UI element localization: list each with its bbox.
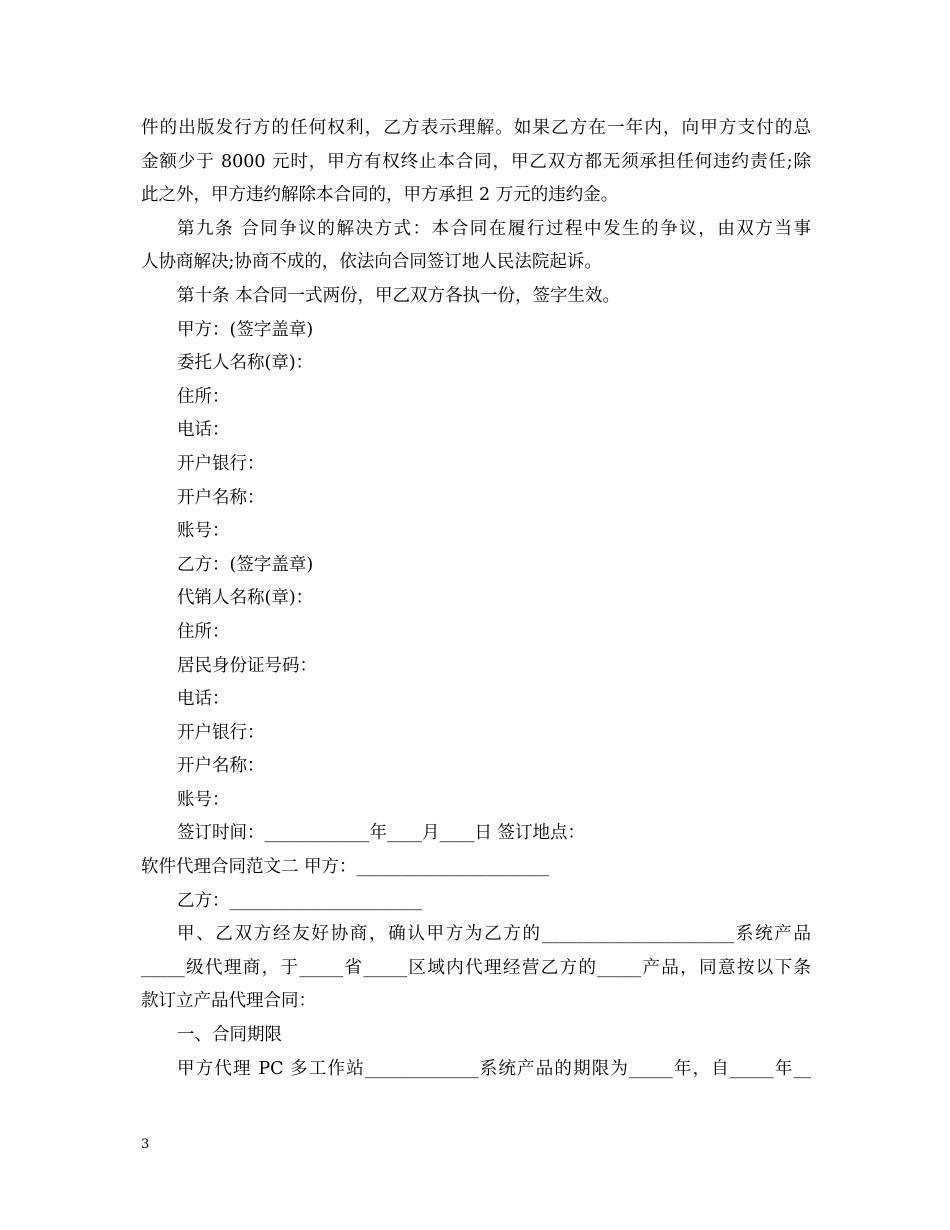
text-line: 甲、乙双方经友好协商，确认甲方为乙方的______________________系统产品 xyxy=(177,924,811,945)
signing-date-place: 签订时间：____________年____月____日 签订地点： xyxy=(177,823,586,844)
party-b-address-field: 住所： xyxy=(177,621,230,642)
text-line: _____级代理商，于_____省_____区域内代理经营乙方的_____产品，同意按以下条 xyxy=(141,957,811,978)
party-b-blank: 乙方：______________________ xyxy=(177,890,422,911)
document-body xyxy=(141,112,811,1086)
page-number: 3 xyxy=(141,1137,150,1152)
text-line: 人协商解决;协商不成的，依法向合同签订地人民法院起诉。 xyxy=(141,252,602,273)
party-a-account-number-field: 账号： xyxy=(177,521,230,542)
party-b-name-field: 代销人名称(章)： xyxy=(177,588,314,609)
party-b-signature: 乙方：(签字盖章) xyxy=(177,554,314,575)
party-b-bank-field: 开户银行： xyxy=(177,722,265,743)
party-a-address-field: 住所： xyxy=(177,386,230,407)
clause-ten: 第十条 本合同一式两份，甲乙双方各执一份，签字生效。 xyxy=(177,285,621,306)
text-line: 金额少于 8000 元时，甲方有权终止本合同，甲乙双方都无须承担任何违约责任;除 xyxy=(141,151,811,172)
section-heading-contract-term: 一、合同期限 xyxy=(177,1025,282,1046)
party-b-account-number-field: 账号： xyxy=(177,789,230,810)
text-line: 件的出版发行方的任何权利，乙方表示理解。如果乙方在一年内，向甲方支付的总 xyxy=(141,118,811,138)
text-line: 甲方代理 PC 多工作站_____________系统产品的期限为_____年，自_____年__ xyxy=(177,1058,811,1079)
text-line: 此之外，甲方违约解除本合同的，甲方承担 2 万元的违约金。 xyxy=(141,185,619,206)
party-a-account-name-field: 开户名称： xyxy=(177,487,265,508)
second-contract-heading: 软件代理合同范文二 甲方：______________________ xyxy=(141,857,550,878)
party-a-signature: 甲方：(签字盖章) xyxy=(177,319,314,340)
party-b-id-field: 居民身份证号码： xyxy=(177,655,317,676)
party-b-account-name-field: 开户名称： xyxy=(177,756,265,777)
clause-nine: 第九条 合同争议的解决方式：本合同在履行过程中发生的争议，由双方当事 xyxy=(177,218,811,239)
party-b-phone-field: 电话： xyxy=(177,689,230,710)
party-a-name-field: 委托人名称(章)： xyxy=(177,353,314,374)
text-line: 款订立产品代理合同： xyxy=(141,991,316,1012)
party-a-phone-field: 电话： xyxy=(177,420,230,441)
party-a-bank-field: 开户银行： xyxy=(177,453,265,474)
